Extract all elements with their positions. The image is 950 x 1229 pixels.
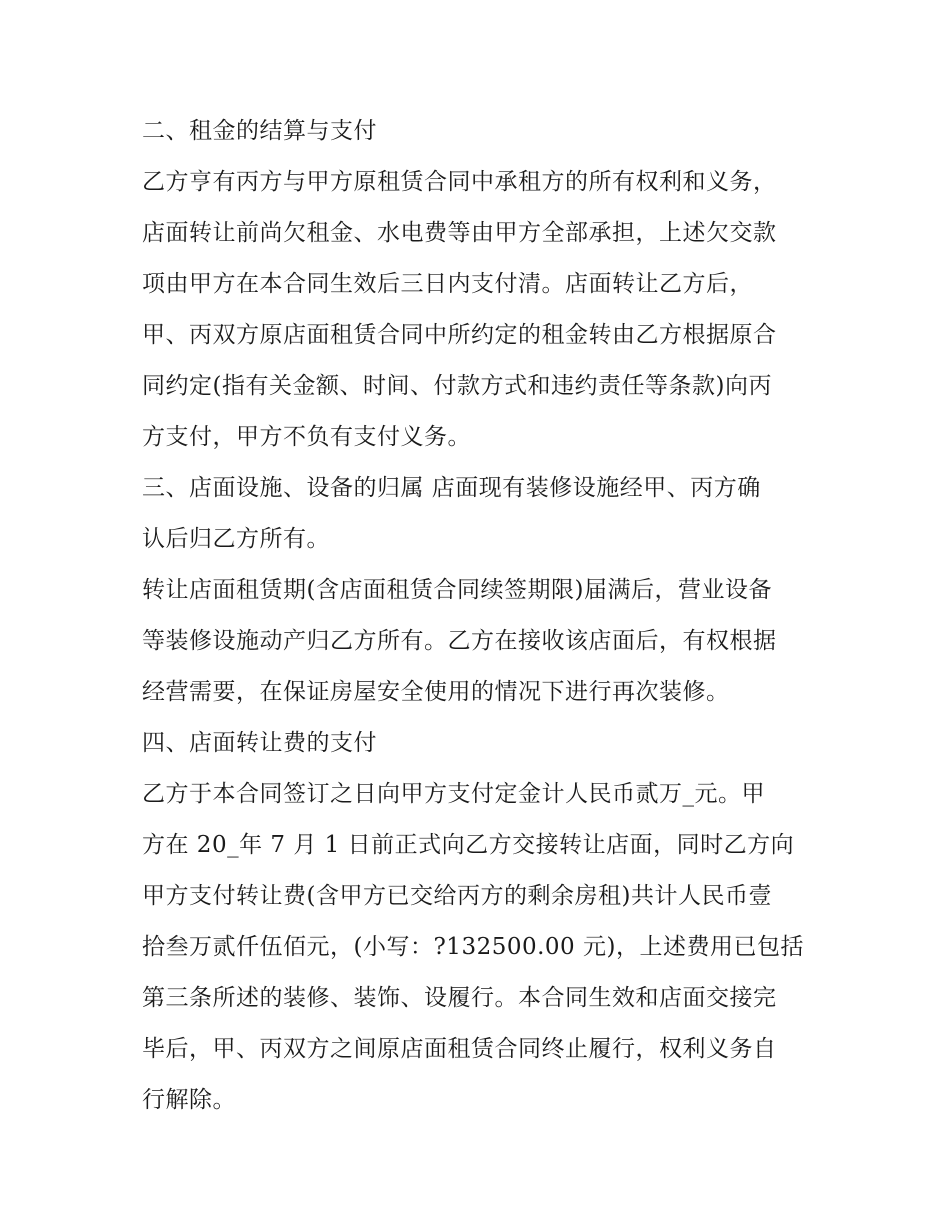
section-heading-rent-settlement: 二、租金的结算与支付 bbox=[142, 118, 377, 144]
paragraph-line: 乙方亨有丙方与甲方原租赁合同中承租方的所有权利和义务， bbox=[142, 169, 777, 195]
paragraph-line: 方在 20_年 7 月 1 日前正式向乙方交接转让店面，同时乙方向 bbox=[142, 832, 795, 858]
paragraph-line: 认后归乙方所有。 bbox=[142, 526, 330, 552]
section-heading-facilities: 三、店面设施、设备的归属 店面现有装修设施经甲、丙方确 bbox=[142, 475, 761, 501]
paragraph-line: 店面转让前尚欠租金、水电费等由甲方全部承担，上述欠交款 bbox=[142, 220, 777, 246]
paragraph-line: 同约定(指有关金额、时间、付款方式和违约责任等条款)向丙 bbox=[142, 373, 772, 399]
paragraph-line: 转让店面租赁期(含店面租赁合同续签期限)届满后，营业设备 bbox=[142, 577, 772, 603]
paragraph-line: 第三条所述的装修、装饰、设履行。本合同生效和店面交接完 bbox=[142, 985, 777, 1011]
paragraph-line: 拾叁万贰仟伍佰元，(小写：?132500.00 元)，上述费用已包括 bbox=[142, 934, 804, 960]
paragraph-line: 等装修设施动产归乙方所有。乙方在接收该店面后，有权根据 bbox=[142, 628, 777, 654]
paragraph-line: 方支付，甲方不负有支付义务。 bbox=[142, 424, 471, 450]
document-body bbox=[142, 106, 822, 1126]
paragraph-line: 项由甲方在本合同生效后三日内支付清。店面转让乙方后， bbox=[142, 271, 753, 297]
section-heading-transfer-fee: 四、店面转让费的支付 bbox=[142, 730, 377, 756]
paragraph-line: 行解除。 bbox=[142, 1087, 236, 1113]
paragraph-line: 甲方支付转让费(含甲方已交给丙方的剩余房租)共计人民币壹 bbox=[142, 883, 772, 909]
paragraph-line: 甲、丙双方原店面租赁合同中所约定的租金转由乙方根据原合 bbox=[142, 322, 777, 348]
paragraph-line: 乙方于本合同签订之日向甲方支付定金计人民币贰万_元。甲 bbox=[142, 781, 765, 807]
paragraph-line: 毕后，甲、丙双方之间原店面租赁合同终止履行，权利义务自 bbox=[142, 1036, 777, 1062]
paragraph-line: 经营需要，在保证房屋安全使用的情况下进行再次装修。 bbox=[142, 679, 730, 705]
